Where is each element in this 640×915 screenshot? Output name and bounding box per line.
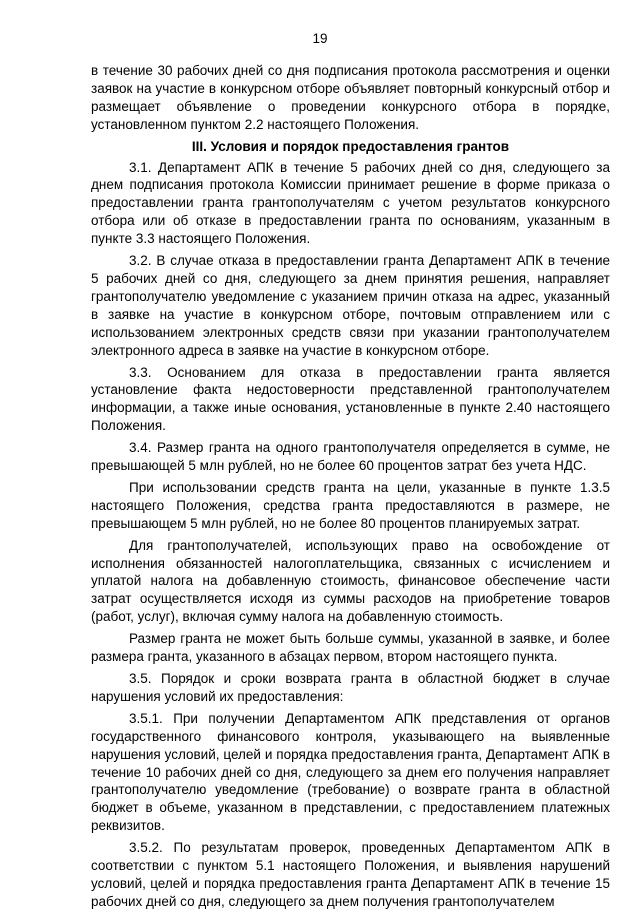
paragraph-3-3: 3.3. Основанием для отказа в предоставлении гранта является установление факта недостоверности представленной грантополучателем информации, а также иные основания, установленные в пункте 2.40 настоящего Положения. bbox=[91, 364, 610, 434]
paragraph-3-5-1: 3.5.1. При получении Департаментом АПК представления от органов государственного финансового контроля, указывающего на выявленные нарушения условий, целей и порядка предоставления гранта, Департамент АПК в течение 10 рабочих дней со дня, следующего за днем его получения направляет грантополучателю уведомление (требование) о возврате гранта в областной бюджет в объеме, указанном в представлении, с предоставлением платежных реквизитов. bbox=[91, 710, 610, 834]
paragraph-3-4-third: Для грантополучателей, использующих право на освобождение от исполнения обязанностей налогоплательщика, связанных с исчислением и уплатой налога на добавленную стоимость, финансовое обеспечение части затрат осуществляется исходя из суммы расходов на приобретение товаров (работ, услуг), включая сумму налога на добавленную стоимость. bbox=[91, 537, 610, 625]
document-body bbox=[91, 62, 610, 915]
page-number: 19 bbox=[312, 31, 328, 46]
paragraph-3-4: 3.4. Размер гранта на одного грантополучателя определяется в сумме, не превышающей 5 млн рублей, но не более 60 процентов затрат без учета НДС. bbox=[91, 440, 610, 474]
paragraph-3-2: 3.2. В случае отказа в предоставлении гранта Департамент АПК в течение 5 рабочих дней со дня, следующего за днем принятия решения, направляет грантополучателю уведомление с указанием причин отказа на адрес, указанный в заявке на участие в конкурсном отборе, почтовым отправлением или с использованием электронных средств связи при указании грантополучателем электронного адреса в заявке на участие в конкурсном отборе. bbox=[91, 253, 610, 358]
paragraph-3-4-second: При использовании средств гранта на цели, указанные в пункте 1.3.5 настоящего Положения, средства гранта предоставляются в размере, не превышающем 5 млн рублей, но не более 80 процентов планируемых затрат. bbox=[91, 479, 610, 531]
continuation-paragraph: в течение 30 рабочих дней со дня подписания протокола рассмотрения и оценки заявок на участие в конкурсном отборе объявляет повторный конкурсный отбор и размещает объявление о проведении конкурсного отбора в порядке, установленном пунктом 2.2 настоящего Положения. bbox=[91, 63, 610, 132]
paragraph-3-5-2: 3.5.2. По результатам проверок, проведенных Департаментом АПК в соответствии с пунктом 5.1 настоящего Положения, и выявления нарушений условий, целей и порядка предоставления гранта Департамент АПК в течение 15 рабочих дней со дня, следующего за днем получения грантополучателем bbox=[91, 840, 610, 909]
paragraph-3-5: 3.5. Порядок и сроки возврата гранта в областной бюджет в случае нарушения условий их предоставления: bbox=[91, 671, 610, 704]
section-heading: III. Условия и порядок предоставления грантов bbox=[191, 138, 510, 154]
paragraph-3-4-fourth: Размер гранта не может быть больше суммы, указанной в заявке, и более размера гранта, указанного в абзацах первом, втором настоящего пункта. bbox=[91, 631, 610, 665]
paragraph-3-1: 3.1. Департамент АПК в течение 5 рабочих дней со дня, следующего за днем подписания протокола Комиссии принимает решение в форме приказа о предоставлении гранта грантополучателям с учетом результатов конкурсного отбора или об отказе в предоставлении гранта по основаниям, указанным в пункте 3.3 настоящего Положения. bbox=[91, 159, 610, 247]
